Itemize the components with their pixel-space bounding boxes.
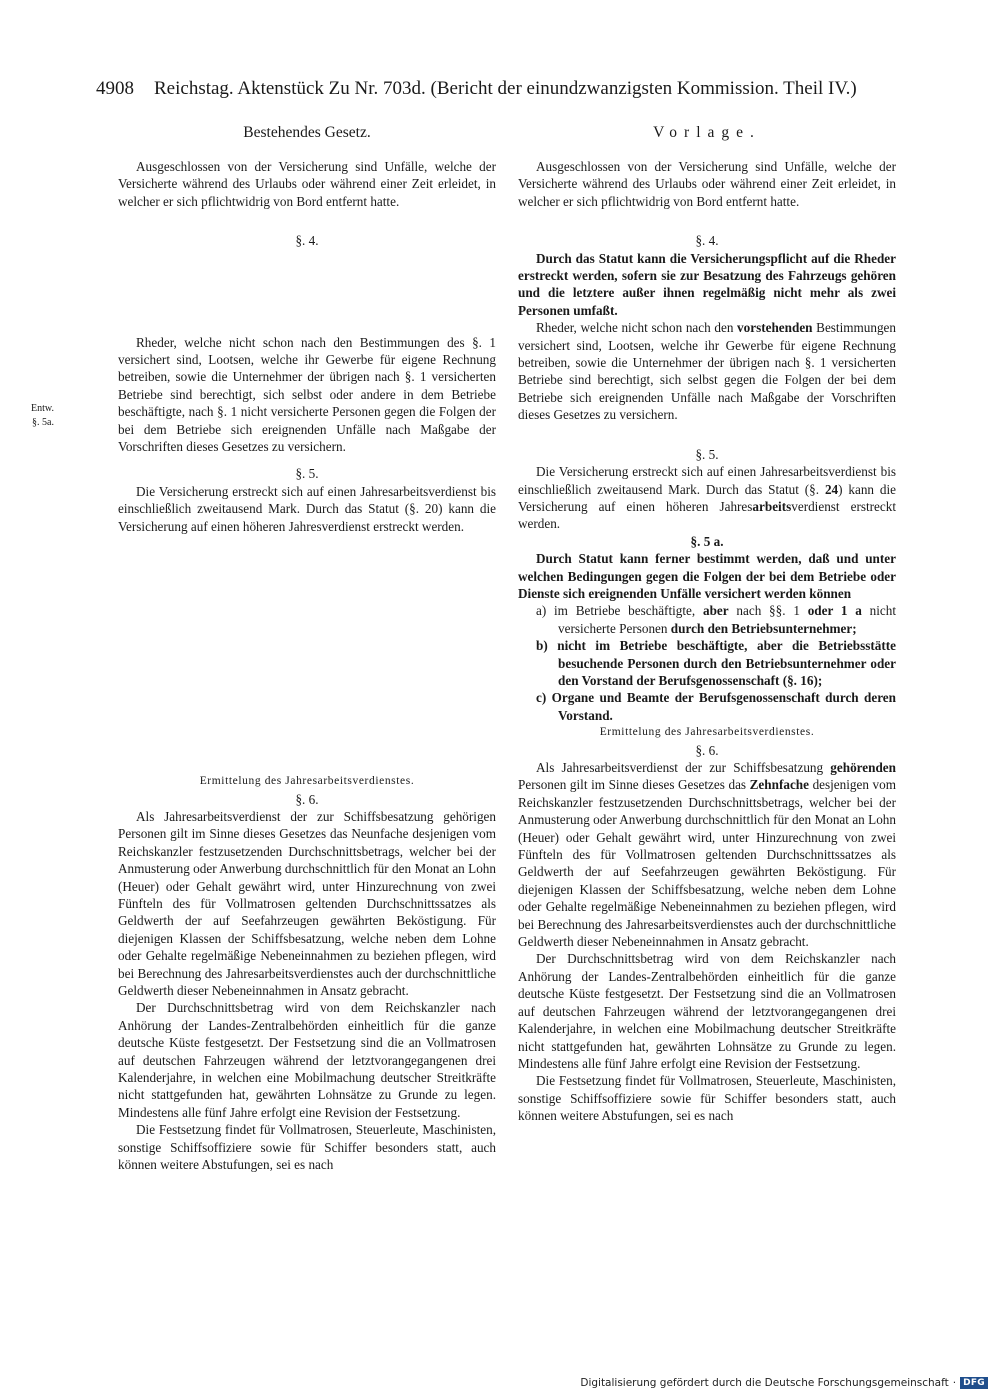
list-item-b: b) nicht im Betriebe beschäftigte, aber die Betriebsstätte besuchende Personen durch den Betriebsunternehmer oder den Vorstand der Berufsgenossenschaft (§. 16); (536, 638, 896, 688)
heading-earnings-determination: Ermittelung des Jahresarbeitsverdienstes. (199, 775, 415, 788)
section-5-heading: §. 5. (295, 466, 319, 482)
column-proposal (518, 124, 896, 1125)
section-6-heading: §. 6. (295, 791, 319, 807)
footer-text: Digitalisierung gefördert durch die Deutsche Forschungsgemeinschaft (580, 1377, 949, 1389)
paragraph-exclusion: Ausgeschlossen von der Versicherung sind Unfälle, welche der Versicherte während des Urlaubs oder während einer Zeit erleidet, in welcher er sich pflichtwidrig von Bord entfernt hatte. (518, 159, 896, 209)
heading-earnings-determination: Ermittelung des Jahresarbeitsverdienstes. (599, 726, 815, 739)
page-header (96, 78, 896, 104)
page-header-title: Reichstag. Aktenstück Zu Nr. 703d. (Bericht der einundzwanzigsten Kommission. Theil IV.) (154, 78, 857, 99)
paragraph-section-5a: Durch Statut kann ferner bestimmt werden, daß und unter welchen Bedingungen gegen die Folgen der bei dem Betriebe oder Dienste sich ereignenden Unfälle versichert werden können (518, 551, 896, 601)
digitization-footer (580, 1377, 988, 1389)
section-5a-heading: §. 5 a. (690, 533, 724, 549)
dfg-logo: DFG (960, 1377, 988, 1389)
column-title-existing-law: Bestehendes Gesetz. (243, 124, 371, 141)
paragraph-section-5: Die Versicherung erstreckt sich auf einen Jahresarbeitsverdienst bis einschließlich zweitausend Mark. Durch das Statut (§. 20) kann die Versicherung auf einen höheren Jahresverdienst erstreckt werden. (118, 483, 496, 534)
paragraph-section-6b: Der Durchschnittsbetrag wird von dem Reichskanzler nach Anhörung der Landes-Zentralbehörden einheitlich für die ganze deutsche Küste festgesetzt. Der Festsetzung sind die an Vollmatrosen auf deutschen Fahrzeugen während der letztvorangegangenen drei Kalenderjahre, in welchen eine Mobilmachung deutscher Streitkräfte nicht stattgefunden hat, gewährten Lohnsätze zu Grunde zu legen. Mindestens alle fünf Jahre erfolgt eine Revision der Festsetzung. (118, 1000, 496, 1120)
paragraph-section-4: Rheder, welche nicht schon nach den Bestimmungen des §. 1 versichert sind, Lootsen, welche ihr Gewerbe für eigene Rechnung betreiben, sowie die Unternehmer der übrigen nach §. 1 versicherten Betriebe sind berechtigt, sich selbst oder andere in dem Betriebe beschäftigte, nach §. 1 nicht versicherte Personen gegen die Folgen der bei dem Betriebe sich ereignenden Unfälle nach Maßgabe der Vorschriften dieses Gesetzes zu versichern. (118, 334, 496, 455)
paragraph-section-6a: Als Jahresarbeitsverdienst der zur Schiffsbesatzung gehörenden Personen gilt im Sinne dieses Gesetzes das Zehnfache desjenigen vom Reichskanzler festzusetzenden Durchschnittsbetrags, welcher bei der Anmusterung oder Anwerbung durchschnittlich für den Monat an Lohn (Heuer) oder Gehalt gewährt wird, unter Hinzurechnung von zwei Fünfteln des für Vollmatrosen geltenden Durchschnittssatzes als Geldwerth der auf Seefahrzeugen gewährten Beköstigung. Für diejenigen Klassen der Schiffsbesatzung, welche neben dem Lohne oder Gehalte regelmäßige Nebeneinnahmen zu beziehen pflegen, wird bei Berechnung des Jahresarbeitsverdienstes auch der durchschnittliche Geldwerth dieser Nebeneinnahmen in Ansatz gebracht. (518, 760, 896, 950)
paragraph-section-4: Rheder, welche nicht schon nach den vorstehenden Bestimmungen versichert sind, Lootsen, welche ihr Gewerbe für eigene Rechnung betreiben, sowie die Unternehmer der übrigen nach §. 1 versicherten Betriebe sind berechtigt, sich selbst gegen die Folgen der bei dem Betriebe sich ereignenden Unfälle nach Maßgabe der Vorschriften dieses Gesetzes zu versichern. (518, 320, 896, 423)
paragraph-section-5: Die Versicherung erstreckt sich auf einen Jahresarbeitsverdienst bis einschließlich zweitausend Mark. Durch das Statut (§. 24) kann die Versicherung auf einen höheren Jahresarbeitsverdienst erstreckt werden. (518, 464, 896, 532)
list-item-c: c) Organe und Beamte der Berufsgenossenschaft durch deren Vorstand. (536, 690, 896, 723)
paragraph-section-4-amendment: Durch das Statut kann die Versicherungspflicht auf die Rheder erstreckt werden, sofern sie zur Besatzung des Fahrzeugs gehören und die letztere außer ihnen regelmäßig nicht mehr als zwei Personen umfaßt. (518, 250, 896, 318)
column-title-proposal: Vorlage. (653, 124, 761, 141)
section-6-heading: §. 6. (695, 742, 719, 758)
list-item-a: a) im Betriebe beschäftigte, aber nach §§. 1 oder 1 a nicht versicherte Personen durch den Betriebsunternehmer; (536, 603, 896, 636)
section-5-heading: §. 5. (695, 446, 719, 462)
section-4-heading: §. 4. (695, 233, 719, 249)
paragraph-section-6c: Die Festsetzung findet für Vollmatrosen, Steuerleute, Maschinisten, sonstige Schiffsoffiziere sowie für Schiffer besonders statt, auch können weitere Abstufungen, sei es nach (518, 1073, 896, 1124)
page-number: 4908 (96, 78, 134, 99)
section-4-heading: §. 4. (295, 233, 319, 249)
paragraph-section-6b: Der Durchschnittsbetrag wird von dem Reichskanzler nach Anhörung der Landes-Zentralbehörden einheitlich für die ganze deutsche Küste festgesetzt. Der Festsetzung sind die an Vollmatrosen auf deutschen Fahrzeugen während der letztvorangegangenen drei Kalenderjahre, in welchen eine Mobilmachung deutscher Streitkräfte nicht stattgefunden hat, gewährten Lohnsätze zu Grunde zu legen. Mindestens alle fünf Jahre erfolgt eine Revision der Festsetzung. (518, 951, 896, 1071)
paragraph-exclusion: Ausgeschlossen von der Versicherung sind Unfälle, welche der Versicherte während des Urlaubs oder während einer Zeit erleidet, in welcher er sich pflichtwidrig von Bord entfernt hatte. (118, 159, 496, 209)
paragraph-section-6c: Die Festsetzung findet für Vollmatrosen, Steuerleute, Maschinisten, sonstige Schiffsoffiziere sowie für Schiffer besonders statt, auch können weitere Abstufungen, sei es nach (118, 1122, 496, 1173)
margin-note: Entw. §. 5a. (31, 403, 54, 428)
paragraph-section-6a: Als Jahresarbeitsverdienst der zur Schiffsbesatzung gehörigen Personen gilt im Sinne dieses Gesetzes das Neunfache desjenigen vom Reichskanzler festzusetzenden Durchschnittsbetrags, welcher bei der Anmusterung oder Anwerbung durchschnittlich für den Monat an Lohn (Heuer) oder Gehalt gewährt wird, unter Hinzurechnung von zwei Fünfteln des für Vollmatrosen geltenden Durchschnittssatzes als Geldwerth der auf Seefahrzeugen gewährten Beköstigung. Für diejenigen Klassen der Schiffsbesatzung, welche neben dem Lohne oder Gehalte regelmäßige Nebeneinnahmen zu beziehen pflegen, wird bei Berechnung des Jahresarbeitsverdienstes auch der durchschnittliche Geldwerth dieser Nebeneinnahmen in Ansatz gebracht. (118, 808, 496, 998)
footer-separator: · (952, 1377, 957, 1389)
column-existing-law (118, 124, 496, 1173)
